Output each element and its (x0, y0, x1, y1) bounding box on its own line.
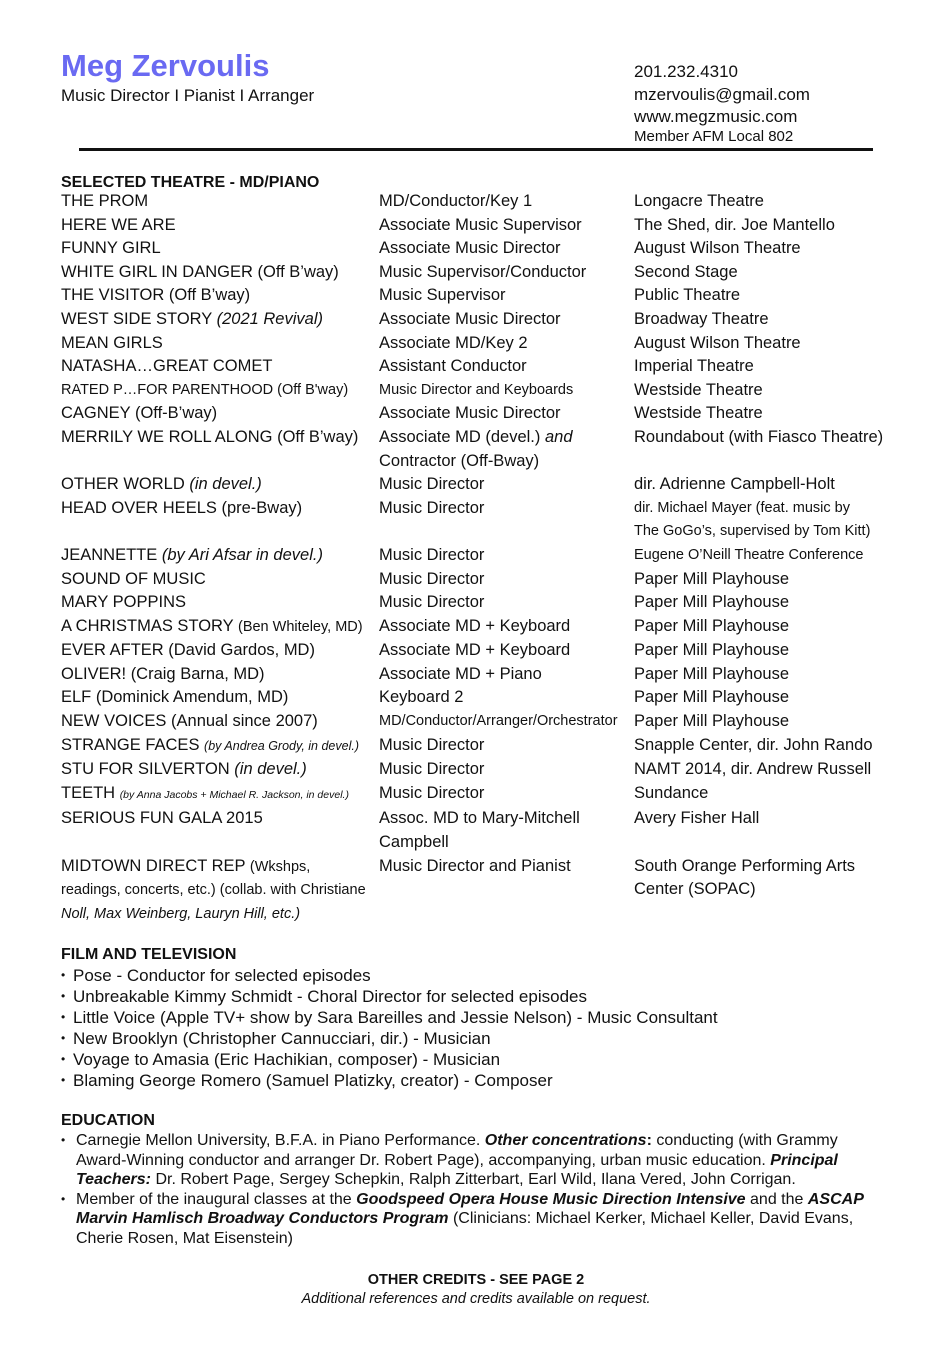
union-membership: Member AFM Local 802 (634, 128, 794, 145)
table-row: A CHRISTMAS STORY (Ben Whiteley, MD) Associate MD + Keyboard Paper Mill Playhouse (61, 616, 789, 635)
list-item: • Voyage to Amasia (Eric Hachikian, composer) - Musician (61, 1050, 501, 1069)
bullet-icon: • (61, 1133, 66, 1147)
references-note: Additional references and credits available on request. (301, 1291, 651, 1307)
contact-block (634, 60, 810, 147)
person-name: Meg Zervoulis (61, 48, 270, 83)
film-tv-section-title: FILM AND TELEVISION (61, 946, 237, 963)
table-row: EVER AFTER (David Gardos, MD) Associate MD + Keyboard Paper Mill Playhouse (61, 641, 789, 660)
email-address[interactable]: mzervoulis@gmail.com (634, 85, 810, 104)
phone-number[interactable]: 201.232.4310 (634, 62, 738, 81)
table-row: HEAD OVER HEELS (pre-Bway) Music Director dir. Michael Mayer (feat. music by The GoGo’s, supervised by Tom Kitt) (61, 498, 871, 540)
table-row: NEW VOICES (Annual since 2007) MD/Conductor/Arranger/Orchestrator Paper Mill Playhouse (61, 712, 789, 731)
table-row: WHITE GIRL IN DANGER (Off B’way) Music Supervisor/Conductor Second Stage (61, 262, 738, 281)
table-row: RATED P…FOR PARENTHOOD (Off B'way) Music Director and Keyboards Westside Theatre (61, 380, 763, 399)
table-row: ELF (Dominick Amendum, MD) Keyboard 2 Paper Mill Playhouse (61, 688, 789, 707)
list-item: • Blaming George Romero (Samuel Platizky, creator) - Composer (61, 1071, 553, 1090)
header-divider (79, 148, 873, 151)
table-row: SERIOUS FUN GALA 2015 Assoc. MD to Mary-Mitchell Campbell Avery Fisher Hall (61, 809, 760, 852)
list-item: • Carnegie Mellon University, B.F.A. in Piano Performance. Other concentrations: conducting (with Grammy Award-Winning conductor and arranger Dr. Robert Page), accompanying, urban music education. Principal Teachers: Dr. Robert Page, Sergey Schepkin, Ralph Zitterbart, Earl Wild, Ilana Vered, John Corrigan. (61, 1132, 838, 1188)
table-row: THE VISITOR (Off B’way) Music Supervisor Public Theatre (61, 286, 741, 305)
table-row: MIDTOWN DIRECT REP (Wkshps, readings, concerts, etc.) (collab. with Christiane Noll, Max Weinberg, Lauryn Hill, etc.) Music Director and Pianist South Orange Performing Arts Center (SOPAC) (61, 856, 856, 922)
table-row: STU FOR SILVERTON (in devel.) Music Director NAMT 2014, dir. Andrew Russell (61, 760, 872, 779)
table-row: CAGNEY (Off-B’way) Associate Music Director Westside Theatre (61, 404, 763, 423)
table-row: WEST SIDE STORY (2021 Revival) Associate Music Director Broadway Theatre (61, 309, 769, 328)
bullet-icon: • (61, 968, 66, 982)
bullet-icon: • (61, 1073, 66, 1087)
table-row: STRANGE FACES (by Andrea Grody, in devel.) Music Director Snapple Center, dir. John Rando (61, 735, 873, 754)
table-row: OTHER WORLD (in devel.) Music Director dir. Adrienne Campbell-Holt (61, 475, 835, 494)
table-row: SOUND OF MUSIC Music Director Paper Mill Playhouse (61, 569, 789, 588)
education-section-title: EDUCATION (61, 1112, 155, 1129)
list-item: • Member of the inaugural classes at the Goodspeed Opera House Music Direction Intensive and the ASCAP Marvin Hamlisch Broadway Conductors Program (Clinicians: Michael Kerker, Michael Keller, David Evans, Cherie Rosen, Mat Eisenstein) (61, 1190, 864, 1247)
table-row: FUNNY GIRL Associate Music Director August Wilson Theatre (61, 239, 801, 258)
education-list (61, 1131, 891, 1248)
table-row: TEETH (by Anna Jacobs + Michael R. Jackson, in devel.) Music Director Sundance (61, 783, 709, 802)
bullet-icon: • (61, 1010, 66, 1024)
other-credits-note: OTHER CREDITS - SEE PAGE 2 (367, 1272, 585, 1288)
theatre-section-title: SELECTED THEATRE - MD/PIANO (61, 174, 320, 191)
list-item: • Unbreakable Kimmy Schmidt - Choral Director for selected episodes (61, 987, 587, 1006)
table-row: NATASHA…GREAT COMET Assistant Conductor Imperial Theatre (61, 357, 754, 376)
film-tv-list (61, 965, 891, 1091)
theatre-credits-table (61, 190, 911, 926)
list-item: • Little Voice (Apple TV+ show by Sara Bareilles and Jessie Nelson) - Music Consultant (61, 1008, 718, 1027)
table-row: MEAN GIRLS Associate MD/Key 2 August Wilson Theatre (61, 333, 801, 352)
website-link[interactable]: www.megzmusic.com (634, 107, 798, 126)
bullet-icon: • (61, 1052, 66, 1066)
bullet-icon: • (61, 1191, 66, 1206)
list-item: • Pose - Conductor for selected episodes (61, 966, 371, 985)
list-item: • New Brooklyn (Christopher Cannucciari, dir.) - Musician (61, 1029, 491, 1048)
table-row: HERE WE ARE Associate Music Supervisor The Shed, dir. Joe Mantello (61, 215, 835, 234)
table-row: THE PROM MD/Conductor/Key 1 Longacre Theatre (61, 192, 764, 210)
bullet-icon: • (61, 1031, 66, 1045)
table-row: OLIVER! (Craig Barna, MD) Associate MD + Piano Paper Mill Playhouse (61, 664, 789, 683)
table-row: MARY POPPINS Music Director Paper Mill Playhouse (61, 593, 789, 612)
table-row: JEANNETTE (by Ari Afsar in devel.) Music Director Eugene O’Neill Theatre Conference (61, 545, 864, 564)
professional-title: Music Director I Pianist I Arranger (61, 86, 315, 105)
bullet-icon: • (61, 989, 66, 1003)
table-row: MERRILY WE ROLL ALONG (Off B’way) Associate MD (devel.) and Contractor (Off-Bway) Roundabout (with Fiasco Theatre) (61, 427, 884, 470)
